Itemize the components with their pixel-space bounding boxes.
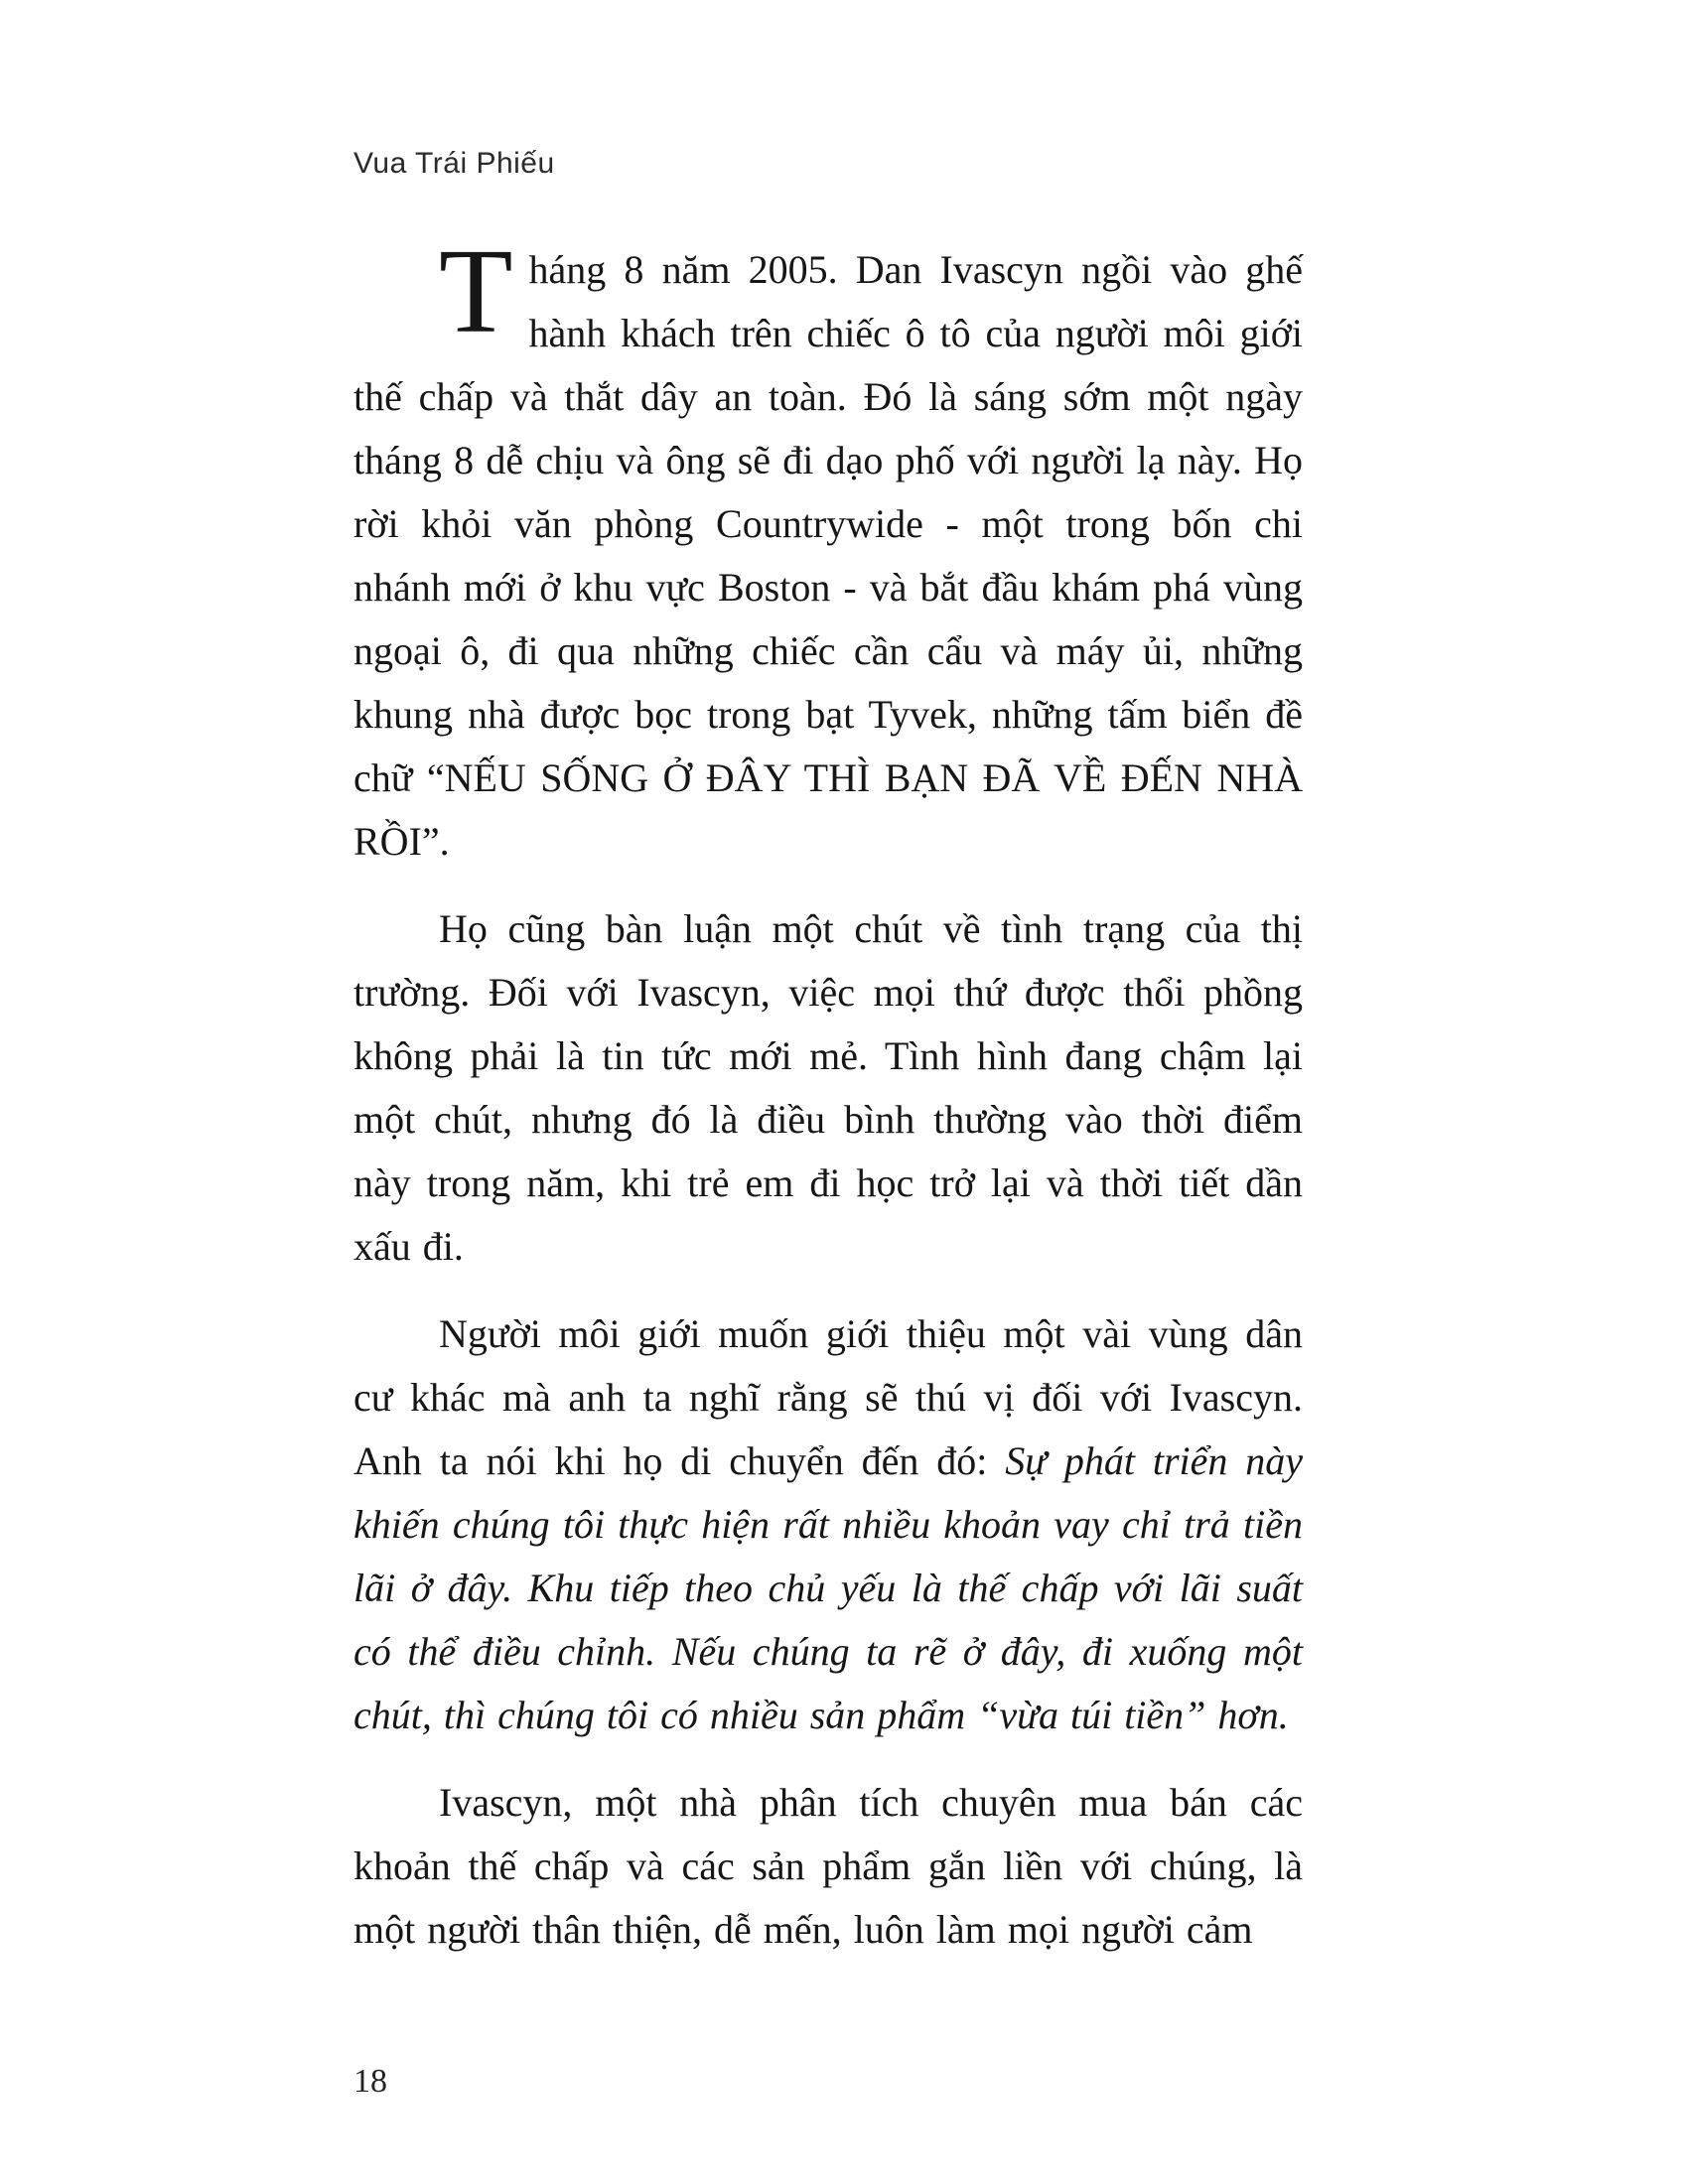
paragraph-2: Họ cũng bàn luận một chút về tình trạng của thị trường. Đối với Ivascyn, việc mọi thứ được thổi phồng không phải là tin tức mới mẻ. Tình hình đang chậm lại một chút, nhưng đó là điều bình thường vào thời điểm này trong năm, khi trẻ em đi học trở lại và thời tiết dần xấu đi. [353, 906, 1303, 1269]
paragraph-4: Ivascyn, một nhà phân tích chuyên mua bán các khoản thế chấp và các sản phẩm gắn liền với chúng, là một người thân thiện, dễ mến, luôn làm mọi người cảm [353, 1780, 1303, 1952]
paragraph-3-normal: Người môi giới muốn giới thiệu một vài vùng dân cư khác mà anh ta nghĩ rằng sẽ thú vị đối với Ivascyn. Anh ta nói khi họ di chuyển đến đó: [353, 1311, 1303, 1483]
page-content [353, 224, 1304, 1985]
paragraph-3 [353, 1302, 1303, 1747]
drop-cap: T [439, 224, 513, 358]
paragraph-1-text: háng 8 năm 2005. Dan Ivascyn ngồi vào ghế hành khách trên chiếc ô tô của người môi giới thế chấp và thắt dây an toàn. Đó là sáng sớm một ngày tháng 8 dễ chịu và ông sẽ đi dạo phố với người lạ này. Họ rời khỏi văn phòng Countrywide - một trong bốn chi nhánh mới ở khu vực Boston - và bắt đầu khám phá vùng ngoại ô, đi qua những chiếc cần cẩu và máy ủi, những khung nhà được bọc trong bạt Tyvek, những tấm biển đề chữ “NẾU SỐNG Ở ĐÂY THÌ BẠN ĐÃ VỀ ĐẾN NHÀ RỒI”. [353, 247, 1303, 864]
running-header: Vua Trái Phiếu [353, 147, 555, 180]
paragraph-1 [353, 224, 1303, 874]
paragraph-3-italic: Sự phát triển này khiến chúng tôi thực hiện rất nhiều khoản vay chỉ trả tiền lãi ở đây. Khu tiếp theo chủ yếu là thế chấp với lãi suất có thể điều chỉnh. Nếu chúng ta rẽ ở đây, đi xuống một chút, thì chúng tôi có nhiều sản phẩm “vừa túi tiền” hơn. [353, 1438, 1304, 1737]
page-number: 18 [353, 2063, 387, 2100]
